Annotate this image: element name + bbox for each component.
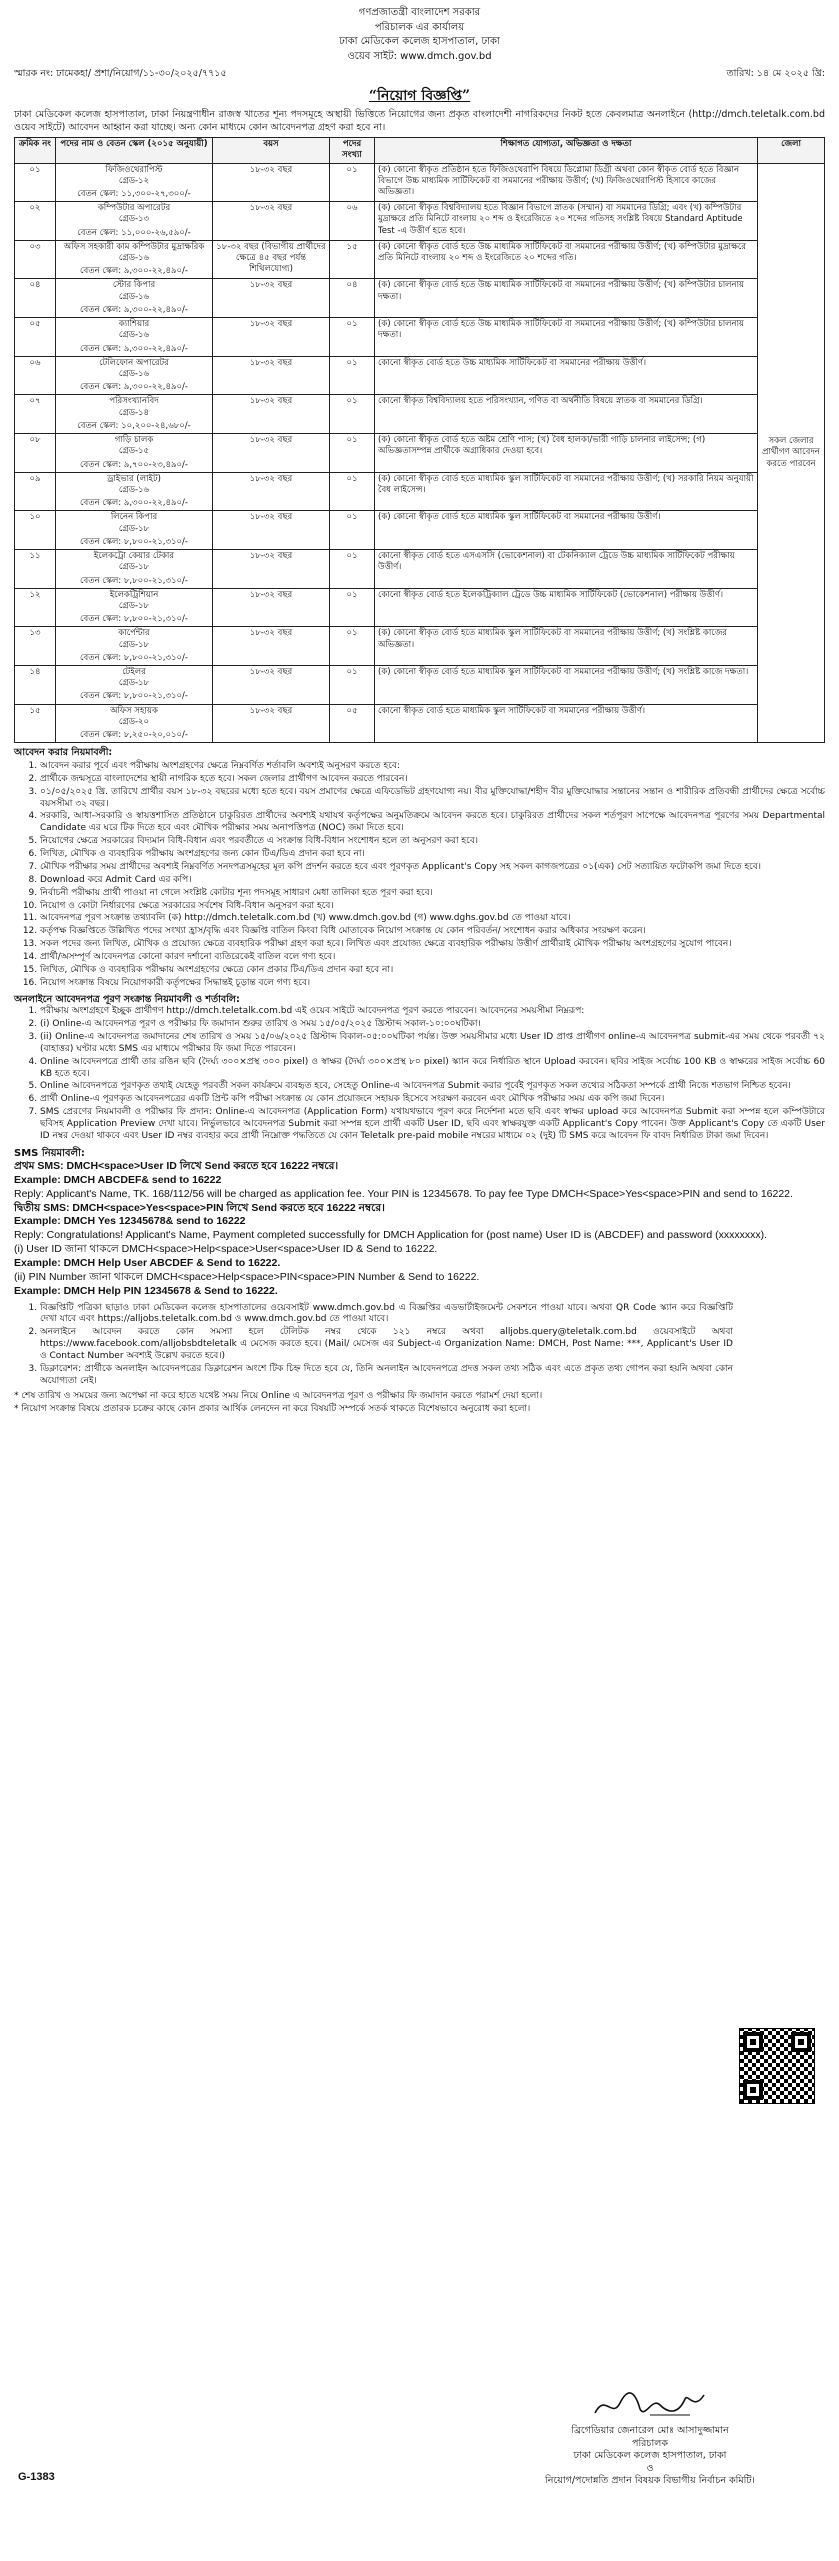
col-post: পদের নাম ও বেতন স্কেল (২০১৫ অনুযায়ী) — [56, 138, 213, 163]
post-grade: গ্রেড-১৫ — [118, 446, 150, 457]
cell-post — [56, 511, 213, 550]
post-name: টেইলর — [122, 667, 146, 678]
sms-example-3: Example: DMCH Help User ABCDEF & Send to 16222. — [14, 1256, 281, 1269]
cell-serial: ০৭ — [15, 395, 56, 434]
apply-item: 1. পরীক্ষায় অংশগ্রহণে ইচ্ছুক প্রার্থীগণ http://dmch.teletalk.com.bd এই ওয়েব সাইটে আবেদনপত্র পূরণ করতে পারবেন। আবেদনের সময়সীমা নিম্নরূপ: — [40, 1006, 825, 1018]
memo-number: স্মারক নং: ঢামেকহা/ প্রশা/নিয়োগ/১১-৩০/২০২৫/৭৭১৫ — [14, 68, 227, 79]
cell-serial: ১৫ — [15, 704, 56, 743]
cell-age: ১৮-৩২ বছর — [213, 666, 330, 705]
post-name: ইলেকট্রিশিয়ান — [109, 589, 159, 600]
signatory-designation: পরিচালক — [632, 2437, 668, 2449]
issue-date: তারিখ: ১৪ মে ২০২৫ খ্রি: — [726, 68, 825, 79]
rule-item: 1. আবেদন করার পূর্বে এবং পরীক্ষায় অংশগ্রহণের ক্ষেত্রে নিম্নবর্ণিত শর্তাবলি অবশ্যই অনুসরণ করতে হবে: — [40, 761, 825, 773]
sms-first: প্রথম SMS: DMCH<space>User ID লিখে Send করতে হবে 16222 নম্বরে। — [14, 1159, 339, 1172]
post-name: টেলিফোন অপারেটর — [99, 357, 169, 368]
cell-qualification: কোনো স্বীকৃত বোর্ড হতে মাধ্যমিক স্কুল সার্টিফিকেট বা সমমানের পরীক্ষায় উত্তীর্ণ। — [375, 704, 758, 743]
sms-section — [14, 1147, 825, 1299]
table-row — [15, 472, 825, 511]
cell-age: ১৮-৩২ বছর — [213, 550, 330, 589]
cell-serial: ০৬ — [15, 356, 56, 395]
cell-serial: ১৩ — [15, 627, 56, 666]
cell-post — [56, 627, 213, 666]
col-age: বয়স — [213, 138, 330, 163]
table-row — [15, 279, 825, 318]
table-row — [15, 318, 825, 357]
cell-qualification: (ক) কোনো স্বীকৃত বোর্ড হতে উচ্চ মাধ্যমিক সার্টিফিকেট বা সমমানের পরীক্ষায় উত্তীর্ণ; (খ) কম্পিউটার চালনায় দক্ষতা। — [375, 279, 758, 318]
post-grade: গ্রেড-১৮ — [118, 678, 150, 689]
rule-item: 3. ০১/০৫/২০২৫ খ্রি. তারিখে প্রার্থীর বয়স ১৮-৩২ বছরের মধ্যে হতে হবে। বয়স প্রমাণের ক্ষেত্রে এফিডেভিট গ্রহণযোগ্য নয়। বীর মুক্তিযোদ্ধা/শহীদ বীর মুক্তিযোদ্ধার সন্তানের সন্তান ও শারীরিক প্রতিবন্ধী প্রার্থীদের ক্ষেত্রে সর্বোচ্চ বয়সসীমা ৩২ বছর। — [40, 787, 825, 811]
advisory-note: * নিয়োগ সংক্রান্ত বিষয়ে প্রতারক চক্রের কাছে কোন প্রকার আর্থিক লেনদেন না করে বিষয়টি সম্পর্কে সতর্ক থাকতে বিশেষভাবে অনুরোধ করা হলো। — [14, 1403, 531, 1414]
cell-count: ০১ — [330, 356, 375, 395]
cell-count: ০১ — [330, 163, 375, 202]
post-name: ফিজিওথেরাপিস্ট — [105, 164, 163, 175]
final-item: 2. অনলাইনে আবেদন করতে কোন সমস্যা হলে টেলিটক নম্বর থেকে ১২১ নম্বরে অথবা alljobs.query@teletalk.com.bd ওয়েবসাইটে অথবা https://www.facebook.com/alljobsbdteletalk এ মেসেজ করতে হবে। (Mail/ মেসেজ এর Subject-এ Organization Name: DMCH, Post Name: ***, Applicant's User ID ও Contact Number অবশ্যই উল্লেখ করতে হবে।) — [40, 1327, 733, 1363]
signatory-institution: ঢাকা মেডিকেল কলেজ হাসপাতাল, ঢাকা — [573, 2450, 727, 2462]
apply-item: 3. (ii) Online-এ আবেদনপত্র জমাদানের শেষ তারিখ ও সময় ১৫/০৬/২০২৫ খ্রিস্টাব্দ বিকাল-০৫:০০ঘটিকা পর্যন্ত। উক্ত সময়সীমার মধ্যে User ID প্রাপ্ত প্রার্থীগণ online-এ আবেদনপত্র submit-এর সময় থেকে পরবর্তী ৭২ (বাহাত্তর) ঘণ্টার মধ্যে SMS এর মাধ্যমে পরীক্ষার ফি জমা দিতে পারবেন। — [40, 1032, 825, 1056]
post-name: কার্পেন্টার — [118, 628, 150, 639]
cell-qualification: (ক) কোনো স্বীকৃত বোর্ড হতে মাধ্যমিক স্কুল সার্টিফিকেট বা সমমানের পরীক্ষায় উত্তীর্ণ। — [375, 511, 758, 550]
gd-code: G-1383 — [18, 2471, 55, 2483]
cell-age: ১৮-৩২ বছর — [213, 163, 330, 202]
rule-item: 5. নিয়োগের ক্ষেত্রে সরকারের বিদ্যমান বিধি-বিধান এবং পরবর্তীতে এ সংক্রান্ত বিধি-বিধান সংশোধন হলে তা অনুসরণ করা হবে। — [40, 836, 825, 848]
post-name: স্টোর কিপার — [112, 280, 156, 291]
post-grade: গ্রেড-১৮ — [118, 562, 150, 573]
cell-serial: ১০ — [15, 511, 56, 550]
cell-post — [56, 202, 213, 241]
post-name: গাড়ি চালক — [114, 435, 154, 446]
cell-serial: ১১ — [15, 550, 56, 589]
table-row — [15, 550, 825, 589]
cell-post — [56, 704, 213, 743]
cell-district: সকল জেলার প্রার্থীগণ আবেদন করতে পারবেন — [758, 163, 825, 743]
cell-count: ০৬ — [330, 202, 375, 241]
cell-age: ১৮-৩২ বছর — [213, 395, 330, 434]
table-row — [15, 511, 825, 550]
notice-title: “নিয়োগ বিজ্ঞপ্তি” — [368, 87, 471, 104]
gov-name: গণপ্রজাতন্ত্রী বাংলাদেশ সরকার — [358, 7, 481, 18]
sms-second: দ্বিতীয় SMS: DMCH<space>Yes<space>PIN লিখে Send করতে হবে 16222 নম্বরে। — [14, 1201, 385, 1214]
post-pay-scale: বেতন স্কেল: ৮,৮০০-২১,৩১০/- — [80, 575, 188, 586]
cell-count: ০১ — [330, 472, 375, 511]
sms-example-1: Example: DMCH ABCDEF& send to 16222 — [14, 1173, 222, 1186]
cell-qualification: (ক) কোনো স্বীকৃত বোর্ড হতে মাধ্যমিক স্কুল সার্টিফিকেট বা সমমানের পরীক্ষায় উত্তীর্ণ; (খ) সরকারি নিয়ম অনুযায়ী বৈধ লাইসেন্স। — [375, 472, 758, 511]
rule-item: 11. আবেদনপত্র পূরণ সংক্রান্ত তথ্যাবলি (ক) http://dmch.teletalk.com.bd (খ) www.dmch.gov.bd (গ) www.dghs.gov.bd তে পাওয়া যাবে। — [40, 913, 825, 925]
sms-reply-2: Reply: Congratulations! Applicant's Name, Payment completed successfully for DMCH Application for (post name) User ID is (ABCDEF) and password (xxxxxxxx). — [14, 1229, 768, 1242]
table-row — [15, 395, 825, 434]
table-row — [15, 434, 825, 473]
sms-example-2: Example: DMCH Yes 12345678& send to 16222 — [14, 1215, 246, 1228]
cell-count: ০১ — [330, 395, 375, 434]
col-serial: ক্রমিক নং — [15, 138, 56, 163]
cell-qualification: (ক) কোনো স্বীকৃত বোর্ড হতে মাধ্যমিক স্কুল সার্টিফিকেট বা সমমানের পরীক্ষায় উত্তীর্ণ; (খ) সংশ্লিষ্ট কাজে দক্ষতা। — [375, 666, 758, 705]
post-grade: গ্রেড-১৬ — [118, 291, 150, 302]
notice-page — [14, 0, 825, 2487]
col-count: পদের সংখ্যা — [330, 138, 375, 163]
table-row — [15, 202, 825, 241]
table-row — [15, 163, 825, 202]
cell-post — [56, 666, 213, 705]
signatory-committee: নিয়োগ/পদোন্নতি প্রদান বিষয়ক বিভাগীয় নির্বাচন কমিটি। — [545, 2475, 755, 2487]
office-name: পরিচালক এর কার্যালয় — [374, 21, 465, 33]
post-grade: গ্রেড-২০ — [118, 716, 150, 727]
cell-qualification: কোনো স্বীকৃত বিশ্ববিদ্যালয় হতে পরিসংখ্যান, গণিত বা অর্থনীতি বিষয়ে স্নাতক বা সমমানের ডিগ্রি। — [375, 395, 758, 434]
sms-example-4: Example: DMCH Help PIN 12345678 & Send to 16222. — [14, 1284, 278, 1297]
cell-age: ১৮-৩২ বছর — [213, 588, 330, 627]
final-item: 1. বিজ্ঞপ্তিটি পত্রিকা ছাড়াও ঢাকা মেডিকেল কলেজ হাসপাতালের ওয়েবসাইট www.dmch.gov.bd এ বিজ্ঞপ্তির এডভার্টাইজমেন্ট সেকশনে পাওয়া যাবে। অথবা QR Code স্ক্যান করে বিজ্ঞপ্তিটি দেখা যাবে এবং https://alljobs.teletalk.com.bd ও www.dmch.gov.bd তে পাওয়া যাবে। — [40, 1303, 733, 1327]
table-row — [15, 627, 825, 666]
cell-qualification: (ক) কোনো স্বীকৃত বোর্ড হতে উচ্চ মাধ্যমিক সার্টিফিকেট বা সমমানের পরীক্ষায় উত্তীর্ণ; (খ) কম্পিউটার মুদ্রাক্ষরে প্রতি মিনিটে বাংলায় ২০ শব্দ ও ইংরেজিতে ২০ শব্দের গতি। — [375, 240, 758, 279]
cell-serial: ১২ — [15, 588, 56, 627]
post-grade: গ্রেড-১৩ — [118, 214, 150, 225]
cell-age: ১৮-৩২ বছর — [213, 704, 330, 743]
cell-serial: ০২ — [15, 202, 56, 241]
cell-count: ০১ — [330, 588, 375, 627]
post-pay-scale: বেতন স্কেল: ১১,৩০০-২৭,৩০০/- — [77, 188, 191, 199]
cell-post — [56, 163, 213, 202]
website: ওয়েব সাইট: www.dmch.gov.bd — [347, 50, 492, 62]
cell-count: ০১ — [330, 627, 375, 666]
signatory-name: ব্রিগেডিয়ার জেনারেল মোঃ আসাদুজ্জামান — [571, 2425, 729, 2436]
post-pay-scale: বেতন স্কেল: ৮,৮০০-২১,৩১০/- — [80, 536, 188, 547]
final-item: 3. ডিক্লারেশন: প্রার্থীকে অনলাইন আবেদনপত্রের ডিক্লারেশন অংশে টিক চিহ্ন দিতে হবে যে, তিনি অনলাইন আবেদনপত্রে প্রদত্ত সকল তথ্য সঠিক এবং এতে প্রকৃত তথ্য গোপন করা হয়নি অথবা কোন অযোগ্যতা নেই। — [40, 1364, 733, 1388]
cell-qualification: কোনো স্বীকৃত বোর্ড হতে ইলেকট্রিক্যাল ট্রেডে উচ্চ মাধ্যমিক সার্টিফিকেট (ভোকেশনাল) পরীক্ষায় উত্তীর্ণ। — [375, 588, 758, 627]
cell-post — [56, 550, 213, 589]
cell-age: ১৮-৩২ বছর — [213, 202, 330, 241]
cell-post — [56, 356, 213, 395]
apply-item: 4. Online আবেদনপত্রে প্রার্থী তার রঙিন ছবি (দৈর্ঘ্য ৩০০×প্রস্থ ৩০০ pixel) ও স্বাক্ষর (দৈর্ঘ্য ৩০০×প্রস্থ ৮০ pixel) স্ক্যান করে নির্ধারিত স্থানে Upload করবেন। ছবির সাইজ সর্বোচ্চ 100 KB ও স্বাক্ষরের সাইজ সর্বোচ্চ 60 KB হতে হবে। — [40, 1057, 825, 1081]
sms-lost-userid: (i) User ID জানা থাকলে DMCH<space>Help<space>User<space>User ID & Send to 16222. — [14, 1243, 438, 1256]
institution-name: ঢাকা মেডিকেল কলেজ হাসপাতাল, ঢাকা — [339, 36, 500, 47]
post-pay-scale: বেতন স্কেল: ৯,৩০০-২২,৪৯০/- — [80, 304, 188, 315]
cell-qualification: (ক) কোনো স্বীকৃত বোর্ড হতে মাধ্যমিক স্কুল সার্টিফিকেট বা সমমানের পরীক্ষায় উত্তীর্ণ; (খ) সংশ্লিষ্ট কাজের অভিজ্ঞতা। — [375, 627, 758, 666]
post-grade: গ্রেড-১৮ — [118, 523, 150, 534]
rule-item: 16. নিয়োগ সংক্রান্ত বিষয়ে নিয়োগকারী কর্তৃপক্ষের সিদ্ধান্তই চূড়ান্ত বলে গণ্য হবে। — [40, 978, 825, 990]
cell-post — [56, 395, 213, 434]
post-pay-scale: বেতন স্কেল: ৯,৩০০-২২,৪৯০/- — [80, 382, 188, 393]
post-pay-scale: বেতন স্কেল: ৯,৭০০-২৩,৪৯০/- — [80, 459, 188, 470]
table-row — [15, 356, 825, 395]
rule-item: 8. Download করে Admit Card এর কপি। — [40, 875, 825, 887]
post-grade: গ্রেড-১৮ — [118, 639, 150, 650]
cell-serial: ০৫ — [15, 318, 56, 357]
apply-item: 5. Online আবেদনপত্রে পূরণকৃত তথ্যই যেহেতু পরবর্তী সকল কার্যক্রমে ব্যবহৃত হবে, সেহেতু Online-এ আবেদনপত্র Submit করার পূর্বেই পূরণকৃত সকল তথ্যের সঠিকতা সম্পর্কে প্রার্থী নিজে শতভাগ নিশ্চিত হবেন। — [40, 1081, 825, 1093]
post-pay-scale: বেতন স্কেল: ৮,৮০০-২১,৩১০/- — [80, 691, 188, 702]
post-grade: গ্রেড-১৬ — [118, 369, 150, 379]
post-name: অফিস সহকারী কাম কম্পিউটার মুদ্রাক্ষরিক — [63, 241, 205, 252]
intro-paragraph: ঢাকা মেডিকেল কলেজ হাসপাতাল, ঢাকা নিয়ন্ত্রণাধীন রাজস্ব খাতের শূন্য পদসমূহে অস্থায়ী ভিত্তিতে নিয়োগের জন্য প্রকৃত বাংলাদেশী নাগরিকদের নিকট হতে কেবলমাত্র অনলাইনে (http://dmch.teletalk.com.bd ওয়েব সাইটে) আবেদন আহ্বান করা যাচ্ছে। অন্য কোন মাধ্যমে কোন আবেদনপত্র গ্রহণ করা হবে না। — [14, 109, 825, 133]
cell-post — [56, 318, 213, 357]
post-name: কম্পিউটার অপারেটর — [97, 203, 171, 214]
table-row — [15, 704, 825, 743]
cell-age: ১৮-৩২ বছর — [213, 434, 330, 473]
cell-serial: ০৪ — [15, 279, 56, 318]
rules-heading: আবেদন করার নিয়মাবলী: — [14, 747, 113, 759]
cell-qualification: (ক) কোনো স্বীকৃত বিশ্ববিদ্যালয় হতে বিজ্ঞান বিভাগে স্নাতক (সম্মান) বা সমমানের ডিগ্রি; এবং (খ) কম্পিউটার মুদ্রাক্ষরে প্রতি মিনিটে বাংলায় ২০ শব্দ ও ইংরেজিতে ২০ শব্দের গতিসহ সংশ্লিষ্ট বিষয়ে Standard Aptitude Test -এ উত্তীর্ণ হতে হবে। — [375, 202, 758, 241]
post-pay-scale: বেতন স্কেল: ৯,৩০০-২২,৪৯০/- — [80, 498, 188, 509]
apply-item: 7. SMS প্রেরণের নিয়মাবলী ও পরীক্ষার ফি প্রদান: Online-এ আবেদনপত্র (Application Form) যথাযথভাবে পূরণ করে নির্দেশনা মতে ছবি এবং স্বাক্ষর upload করে আবেদনপত্র Submit করা সম্পন্ন হলে কম্পিউটারে ছবিসহ Application Preview দেখা যাবে। নির্ভুলভাবে আবেদনপত্র Submit করা সম্পন্ন হলে প্রার্থী একটি User ID, ছবি এবং স্বাক্ষরযুক্ত একটি Applicant's Copy পাবেন। উক্ত Applicant's Copy তে একটি User ID নম্বর দেওয়া থাকবে এবং User ID নম্বর ব্যবহার করে প্রার্থী নিম্নোক্ত পদ্ধতিতে যে কোন Teletalk pre-paid mobile নম্বরের মাধ্যমে ০২ (দুই) টি SMS করে আবেদন ফি বাবদ নির্ধারিত টাকা জমা দিবেন। — [40, 1107, 825, 1143]
col-district: জেলা — [758, 138, 825, 163]
post-pay-scale: বেতন স্কেল: ১০,২০০-২৪,৬৮০/- — [77, 420, 191, 431]
cell-count: ০৪ — [330, 279, 375, 318]
cell-age: ১৮-৩২ বছর — [213, 627, 330, 666]
cell-serial: ০১ — [15, 163, 56, 202]
cell-serial: ১৪ — [15, 666, 56, 705]
posts-table — [14, 137, 825, 743]
post-grade: গ্রেড-১৮ — [118, 600, 150, 611]
rule-item: 7. মৌখিক পরীক্ষার সময় প্রার্থীদের অবশ্যই নিম্নবর্ণিত সনদপত্রসমূহের মূল কপি প্রদর্শন করতে হবে এবং পূরণকৃত Applicant's Copy সহ সকল কাগজপত্রের ০১(এক) সেট সত্যায়িত ফটোকপি জমা দিতে হবে। — [40, 862, 825, 874]
post-grade: গ্রেড-১২ — [118, 175, 150, 186]
post-grade: গ্রেড-১৬ — [118, 253, 150, 264]
post-pay-scale: বেতন স্কেল: ৯,৩০০-২২,৪৯০/- — [80, 266, 188, 277]
cell-age: ১৮-৩২ বছর — [213, 472, 330, 511]
cell-age: ১৮-৩২ বছর — [213, 356, 330, 395]
cell-count: ০১ — [330, 550, 375, 589]
post-grade: গ্রেড-১৪ — [118, 407, 150, 418]
cell-post — [56, 279, 213, 318]
col-qualification: শিক্ষাগত যোগ্যতা, অভিজ্ঞতা ও দক্ষতা — [375, 138, 758, 163]
post-grade: গ্রেড-১৬ — [118, 484, 150, 495]
cell-count: ০১ — [330, 434, 375, 473]
cell-qualification: (ক) কোনো স্বীকৃত বোর্ড হতে অষ্টম শ্রেণি পাস; (খ) বৈধ হালকা/ভারী গাড়ি চালনার লাইসেন্স; (গ) অভিজ্ঞতাসম্পন্ন প্রার্থীকে অগ্রাধিকার দেওয়া হবে। — [375, 434, 758, 473]
post-pay-scale: বেতন স্কেল: ৮,৮০০-২১,৩১০/- — [80, 652, 188, 663]
cell-post — [56, 240, 213, 279]
cell-qualification: (ক) কোনো স্বীকৃত বোর্ড হতে উচ্চ মাধ্যমিক সার্টিফিকেট বা সমমানের পরীক্ষায় উত্তীর্ণ; (খ) কম্পিউটার চালনায় দক্ষতা। — [375, 318, 758, 357]
apply-item: 6. প্রার্থী Online-এ পূরণকৃত আবেদনপত্রের একটি প্রিন্ট কপি পরীক্ষা সংক্রান্ত যে কোন প্রয়োজনে সহায়ক হিসেবে সংরক্ষণ করবেন এবং মৌখিক পরীক্ষার সময় এক কপি জমা দিবেন। — [40, 1094, 825, 1106]
cell-serial: ০৩ — [15, 240, 56, 279]
cell-count: ০১ — [330, 318, 375, 357]
cell-qualification: (ক) কোনো স্বীকৃত প্রতিষ্ঠান হতে ফিজিওথেরাপি বিষয়ে ডিপ্লোমা ডিগ্রী অথবা কোন স্বীকৃত বোর্ড হতে বিজ্ঞান বিভাগে উচ্চ মাধ্যমিক সার্টিফিকেট বা সমমানের পরীক্ষায় উত্তীর্ণ; (খ) ফিজিওথেরাপিস্ট হিসাবে কাজের অভিজ্ঞতা। — [375, 163, 758, 202]
rule-item: 4. সরকারি, আধা-সরকারি ও স্বায়ত্তশাসিত প্রতিষ্ঠানে চাকুরিরত প্রার্থীদের অবশ্যই যথাযথ কর্তৃপক্ষের অনুমতিক্রমে আবেদন করতে হবে। চাকুরিরত প্রার্থীদের সকল শর্তপূরণ সাপেক্ষে আবেদনপত্র পূরণের সময় Departmental Candidate এর ঘরে টিক দিতে হবে এবং মৌখিক পরীক্ষার সময় অনাপত্তিপত্র (NOC) জমা দিতে হবে। — [40, 811, 825, 835]
cell-serial: ০৮ — [15, 434, 56, 473]
post-name: ড্রাইভার (লাইট) — [107, 473, 161, 484]
rule-item: 6. লিখিত, মৌখিক ও ব্যবহারিক পরীক্ষায় অংশগ্রহণের জন্য কোন টিএ/ডিএ প্রদান করা হবে না। — [40, 849, 825, 861]
post-name: পরিসংখ্যানবিদ — [109, 396, 159, 407]
cell-post — [56, 588, 213, 627]
table-header-row — [15, 138, 825, 163]
cell-age: ১৮-৩২ বছর — [213, 511, 330, 550]
rule-item: 14. প্রার্থী/অসম্পূর্ণ আবেদনপত্র কোনো কারণ দর্শানো ব্যতিরেকেই বাতিল বলে গণ্য হবে। — [40, 952, 825, 964]
cell-serial: ০৯ — [15, 472, 56, 511]
apply-heading: অনলাইনে আবেদনপত্র পূরণ সংক্রান্ত নিয়মাবলী ও শর্তাবলি: — [14, 993, 240, 1005]
rule-item: 10. নিয়োগ ও কোটা নির্ধারণের ক্ষেত্রে সরকারের সর্বশেষ বিধি-বিধান অনুসরণ করা হবে। — [40, 901, 825, 913]
signature-image — [590, 2385, 710, 2423]
rule-item: 12. কর্তৃপক্ষ বিজ্ঞপ্তিতে উল্লিখিত পদের সংখ্যা হ্রাস/বৃদ্ধি এবং বিজ্ঞপ্তি বাতিল কিংবা বিধি মোতাবেক নিয়োগ সংক্রান্ত যে কোন পরিবর্তন/ সংশোধন করার অধিকার সংরক্ষণ করেন। — [40, 926, 825, 938]
cell-qualification: কোনো স্বীকৃত বোর্ড হতে উচ্চ মাধ্যমিক সার্টিফিকেট বা সমমানের পরীক্ষায় উত্তীর্ণ। — [375, 356, 758, 395]
cell-post — [56, 472, 213, 511]
post-name: ইলেকট্রো কেয়ার টেকার — [93, 551, 175, 562]
letterhead — [14, 6, 825, 64]
post-name: অফিস সহায়ক — [110, 705, 158, 716]
qr-code[interactable] — [739, 2028, 815, 2104]
sms-reply-1: Reply: Applicant's Name, TK. 168/112/56 will be charged as application fee. Your PIN is 12345678. To pay fee Type DMCH<Space>Yes<space>PIN and send to 16222. — [14, 1187, 793, 1200]
apply-list — [14, 1006, 825, 1143]
cell-count: ০১ — [330, 511, 375, 550]
cell-count: ১৫ — [330, 240, 375, 279]
rule-item: 13. সকল পদের জন্য লিখিত, মৌখিক ও প্রয়োজ্য ক্ষেত্রে ব্যবহারিক পরীক্ষা গ্রহণ করা হবে। লিখিত এবং প্রযোজ্য ক্ষেত্রে ব্যবহারিক পরীক্ষায় উত্তীর্ণ প্রার্থীরাই মৌখিক পরীক্ষায় অংশগ্রহণের সুযোগ পাবেন। — [40, 939, 825, 951]
table-row — [15, 240, 825, 279]
final-list — [14, 1303, 733, 1388]
cell-count: ০৫ — [330, 704, 375, 743]
cell-qualification: কোনো স্বীকৃত বোর্ড হতে এসএসসি (ভোকেশনাল) বা টেকনিক্যাল ট্রেডে উচ্চ মাধ্যমিক সার্টিফিকেট পরীক্ষায় উত্তীর্ণ। — [375, 550, 758, 589]
signature-block — [535, 2385, 765, 2488]
advisory-notes — [14, 1391, 825, 1416]
post-name: লিনেন কিপার — [110, 512, 158, 523]
cell-age: ১৮-৩২ বছর — [213, 279, 330, 318]
rules-list — [14, 761, 825, 990]
post-name: ক্যাশিয়ার — [118, 319, 150, 330]
cell-post — [56, 434, 213, 473]
table-row — [15, 588, 825, 627]
post-pay-scale: বেতন স্কেল: ৮,৮০০-২১,৩১০/- — [80, 614, 188, 625]
post-pay-scale: বেতন স্কেল: ৯,৩০০-২২,৪৯০/- — [80, 343, 188, 354]
rule-item: 9. নির্বাচনী পরীক্ষায় প্রার্থী পাওয়া না গেলে সংশ্লিষ্ট কোটার শূন্য পদসমূহ সাধারণ মেধা তালিকা হতে পূরণ করা হবে। — [40, 888, 825, 900]
apply-item: 2. (i) Online-এ আবেদনপত্র পূরণ ও পরীক্ষার ফি জমাদান শুরুর তারিখ ও সময় ১৫/০৫/২০২৫ খ্রিস্টাব্দ সকাল-১০:০০ঘটিকা। — [40, 1019, 825, 1031]
advisory-note: * শেষ তারিখ ও সময়ের জন্য অপেক্ষা না করে হাতে যথেষ্ট সময় নিয়ে Online এ আবেদনপত্র পূরণ ও পরীক্ষার ফি জমাদান করতে পরামর্শ দেয়া হলো। — [14, 1390, 543, 1401]
table-row — [15, 666, 825, 705]
cell-count: ০১ — [330, 666, 375, 705]
rule-item: 15. লিখিত, মৌখিক ও ব্যবহারিক পরীক্ষায় অংশগ্রহণের ক্ষেত্রে কোন প্রকার টিএ/ডিএ প্রদান করা হবে না। — [40, 965, 825, 977]
post-grade: গ্রেড-১৬ — [118, 330, 150, 341]
post-pay-scale: বেতন স্কেল: ১১,০০০-২৬,৫৯০/- — [77, 227, 191, 238]
signatory-role: ও — [646, 2462, 654, 2474]
reference-line — [14, 68, 825, 81]
cell-age: ১৮-৩২ বছর (বিভাগীয় প্রার্থীদের ক্ষেত্রে ৪৫ বছর পর্যন্ত শিথিলযোগ্য) — [213, 240, 330, 279]
sms-heading: SMS নিয়মাবলী: — [14, 1147, 85, 1159]
rule-item: 2. প্রার্থীকে জন্মসূত্রে বাংলাদেশের স্থায়ী নাগরিক হতে হবে। সকল জেলার প্রার্থীগণ আবেদন করতে পারবেন। — [40, 774, 825, 786]
cell-age: ১৮-৩২ বছর — [213, 318, 330, 357]
sms-lost-pin: (ii) PIN Number জানা থাকলে DMCH<space>Help<space>PIN<space>PIN Number & Send to 16222. — [14, 1270, 480, 1283]
post-pay-scale: বেতন স্কেল: ৮,২৫০-২০,০১০/- — [80, 730, 188, 741]
